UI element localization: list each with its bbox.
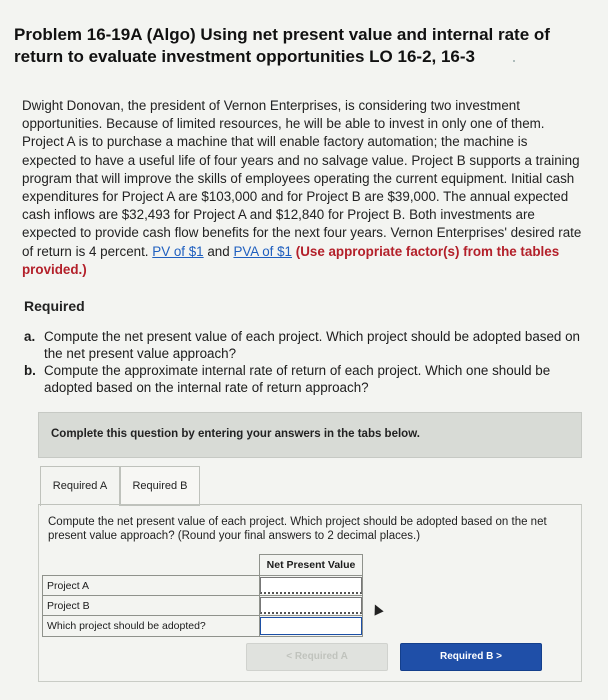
table-header-row	[43, 555, 363, 576]
table-row	[43, 596, 363, 616]
prev-required-a-button[interactable]: < Required A	[246, 643, 388, 671]
requirement-letter: b.	[24, 363, 36, 378]
pv-of-1-link[interactable]: PV of $1	[152, 243, 204, 259]
tab-required-a[interactable]: Required A	[40, 466, 120, 506]
requirement-letter: a.	[24, 329, 36, 344]
npv-column-header: Net Present Value	[260, 555, 363, 576]
project-b-npv-input[interactable]	[260, 597, 362, 614]
requirement-item	[24, 362, 584, 396]
table-header-empty	[43, 555, 260, 576]
requirement-text: Compute the net present value of each project. Which project should be adopted based on the net present value approach?	[44, 329, 580, 361]
value-cell	[260, 576, 363, 596]
and-text: and	[203, 243, 234, 259]
instruction-text: (Use appropriate factor(s) from the tables provided.)	[22, 243, 560, 277]
npv-table	[42, 554, 363, 637]
next-required-b-button[interactable]: Required B >	[400, 643, 542, 671]
requirements-list	[24, 328, 584, 396]
content-prompt: Compute the net present value of each project. Which project should be adopted based on the net present value approach? (Round your final answers to 2 decimal places.)	[48, 516, 547, 542]
decorative-dot	[513, 60, 515, 62]
table-row	[43, 576, 363, 596]
value-cell	[260, 616, 363, 637]
row-label: Which project should be adopted?	[43, 616, 260, 637]
description-text: Dwight Donovan, the president of Vernon Enterprises, is considering two investment opportunities. Because of limited resources, he will be able to invest in only one of them. Project A is to purchase a machine that will enable factory automation; the machine is expected to have a useful life of four years and no salvage value. Project B supports a training program that will improve the skills of employees operating the current equipment. Initial cash expenditures for Project A are $103,000 and for Project B are $39,000. The annual expected cash inflows are $32,493 for Project A and $12,840 for Project B. Both investments are expected to provide cash flow benefits for the next four years. Vernon Enterprises' desired rate of return is 4 percent.	[22, 98, 582, 259]
pva-of-1-link[interactable]: PVA of $1	[233, 243, 293, 259]
panel-text: Complete this question by entering your answers in the tabs below.	[51, 428, 420, 440]
project-adopted-select[interactable]	[260, 617, 362, 635]
required-heading: Required	[24, 298, 85, 314]
instruction-panel	[38, 412, 582, 458]
value-cell	[260, 596, 363, 616]
table-row	[43, 616, 363, 637]
requirement-text: Compute the approximate internal rate of return of each project. Which one should be adopted based on the internal rate of return approach?	[44, 363, 551, 395]
problem-description	[22, 97, 584, 279]
tab-required-b[interactable]: Required B	[120, 466, 200, 506]
requirement-item	[24, 328, 584, 362]
row-label: Project B	[43, 596, 260, 616]
problem-title: Problem 16-19A (Algo) Using net present value and internal rate of return to evaluate investment opportunities LO 16-2, 16-3	[14, 25, 550, 66]
project-a-npv-input[interactable]	[260, 577, 362, 594]
row-label: Project A	[43, 576, 260, 596]
